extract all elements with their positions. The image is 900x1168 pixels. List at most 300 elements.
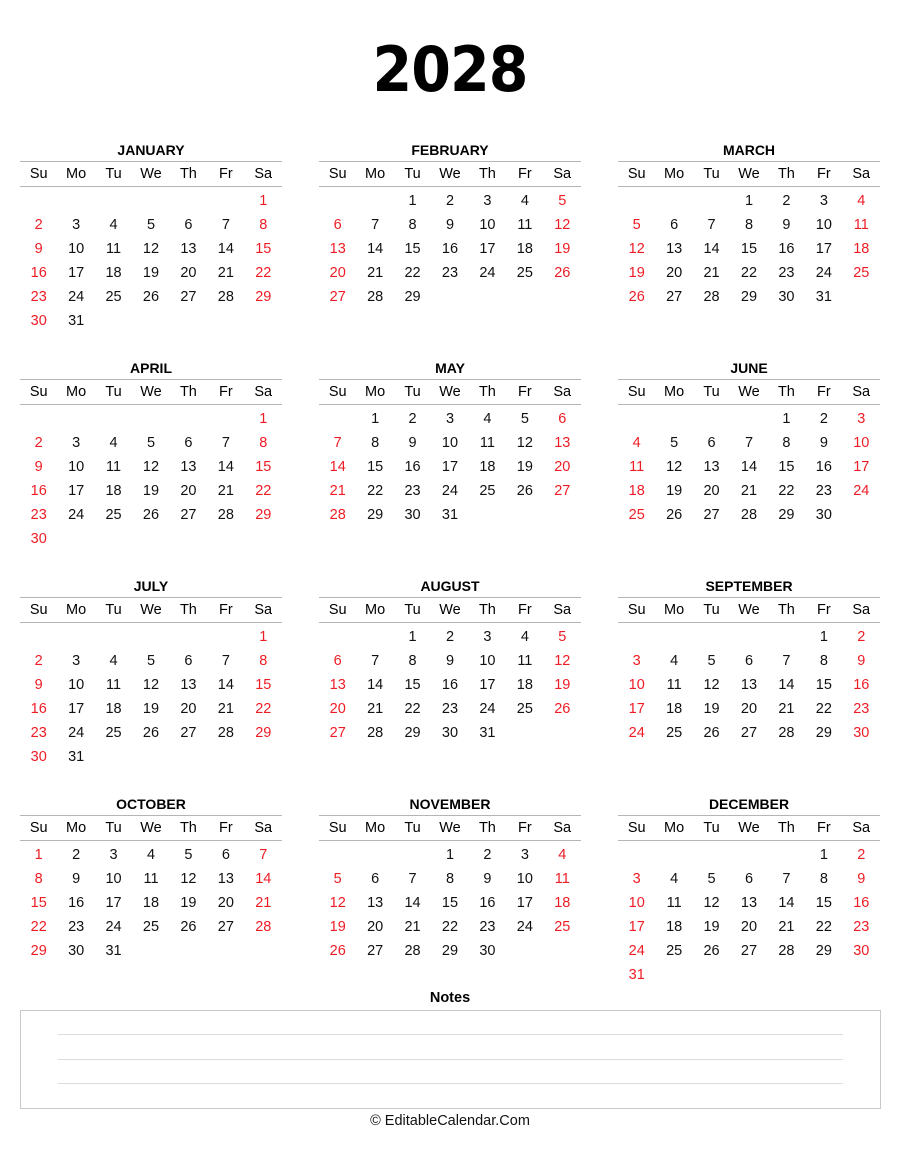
day-cell: 29: [255, 289, 272, 305]
divider: [618, 186, 880, 187]
day-cell: 10: [815, 217, 832, 233]
day-cell: 15: [815, 895, 832, 911]
day-cell: 23: [815, 483, 832, 499]
day-cell: 6: [184, 653, 193, 669]
day-cell: 19: [142, 265, 160, 281]
weekday-label: Tu: [703, 384, 720, 400]
month-name: JANUARY: [117, 142, 185, 158]
day-cell: 19: [703, 701, 720, 717]
day-cell: 5: [558, 629, 567, 645]
day-cell: 25: [105, 289, 122, 305]
empty-cell: [356, 189, 393, 213]
day-cell: 4: [558, 847, 567, 863]
day-cell: 10: [105, 871, 122, 887]
month-name: JULY: [133, 578, 169, 594]
empty-cell: [319, 407, 356, 431]
day-cell: 14: [217, 241, 234, 257]
empty-cell: [655, 625, 692, 649]
weekday-label: We: [738, 602, 760, 618]
weekday-label: Sa: [254, 602, 273, 618]
day-cell: 21: [329, 483, 346, 499]
day-cell: 1: [782, 411, 791, 427]
empty-cell: [693, 625, 730, 649]
day-cell: 23: [778, 265, 795, 281]
day-cell: 8: [34, 871, 43, 887]
day-cell: 9: [857, 653, 866, 669]
day-cell: 24: [815, 265, 832, 281]
day-cell: 20: [740, 919, 758, 935]
day-cell: 30: [404, 507, 421, 523]
month-name: JUNE: [730, 360, 768, 376]
divider: [20, 622, 282, 623]
day-cell: 21: [217, 265, 234, 281]
day-cell: 19: [554, 241, 571, 257]
day-cell: 19: [628, 265, 645, 281]
day-cell: 13: [554, 435, 571, 451]
weekday-label: Sa: [553, 384, 572, 400]
day-cell: 4: [632, 435, 641, 451]
day-cell: 16: [68, 895, 85, 911]
day-cell: 15: [404, 677, 421, 693]
day-cell: 4: [520, 193, 529, 209]
weekday-label: Tu: [404, 602, 421, 618]
day-cell: 24: [479, 265, 496, 281]
day-cell: 9: [819, 435, 828, 451]
day-cell: 23: [30, 289, 47, 305]
day-cell: 26: [142, 725, 160, 741]
day-cell: 7: [221, 217, 230, 233]
day-cell: 6: [371, 871, 380, 887]
weekday-header: [319, 816, 581, 840]
day-cell: 7: [744, 435, 754, 451]
day-cell: 14: [367, 677, 384, 693]
day-cell: 20: [180, 265, 197, 281]
weekday-header: [20, 380, 282, 404]
day-cell: 23: [479, 919, 496, 935]
day-cell: 13: [329, 677, 346, 693]
day-cell: 12: [666, 459, 683, 475]
day-cell: 30: [30, 749, 47, 765]
day-cell: 21: [778, 701, 795, 717]
day-cell: 19: [703, 919, 720, 935]
day-cell: 19: [180, 895, 197, 911]
day-cell: 26: [554, 265, 571, 281]
month-name: OCTOBER: [116, 796, 186, 812]
day-cell: 17: [105, 895, 122, 911]
month-name: APRIL: [130, 360, 172, 376]
weekday-label: Tu: [703, 820, 720, 836]
weekday-label: Th: [777, 602, 795, 618]
day-cell: 3: [72, 435, 81, 451]
day-cell: 28: [778, 943, 795, 959]
weekday-header: [618, 598, 880, 622]
day-cell: 11: [629, 459, 645, 475]
day-grid: [20, 625, 282, 769]
day-cell: 14: [217, 459, 234, 475]
day-cell: 5: [146, 653, 156, 669]
weekday-label: Sa: [852, 602, 871, 618]
day-cell: 19: [142, 483, 160, 499]
day-cell: 21: [740, 483, 758, 499]
day-cell: 28: [217, 725, 234, 741]
day-cell: 8: [259, 653, 268, 669]
divider: [319, 404, 581, 405]
empty-cell: [693, 189, 730, 213]
day-cell: 30: [68, 943, 85, 959]
empty-cell: [207, 407, 244, 431]
day-cell: 21: [367, 265, 384, 281]
day-cell: 27: [217, 919, 234, 935]
day-cell: 24: [441, 483, 459, 499]
weekday-label: Tu: [703, 166, 720, 182]
day-cell: 1: [408, 629, 417, 645]
weekday-label: Su: [29, 602, 48, 618]
weekday-label: Th: [179, 820, 197, 836]
day-cell: 18: [628, 483, 645, 499]
weekday-label: Fr: [517, 602, 532, 618]
weekday-label: Tu: [404, 820, 421, 836]
day-cell: 15: [367, 459, 384, 475]
weekday-label: We: [439, 384, 461, 400]
day-cell: 22: [815, 919, 832, 935]
day-cell: 6: [184, 435, 193, 451]
note-line: [58, 1034, 843, 1035]
day-cell: 12: [142, 677, 160, 693]
day-cell: 27: [329, 289, 346, 305]
weekday-label: Fr: [816, 820, 831, 836]
day-cell: 31: [68, 313, 85, 329]
day-cell: 20: [217, 895, 234, 911]
day-cell: 13: [740, 895, 758, 911]
day-cell: 2: [34, 217, 43, 233]
day-cell: 26: [142, 507, 160, 523]
empty-cell: [20, 625, 57, 649]
divider: [319, 186, 581, 187]
day-cell: 9: [483, 871, 492, 887]
weekday-label: Tu: [404, 166, 421, 182]
day-cell: 9: [72, 871, 81, 887]
day-cell: 13: [740, 677, 758, 693]
day-cell: 9: [857, 871, 866, 887]
day-cell: 23: [30, 507, 47, 523]
empty-cell: [693, 843, 730, 867]
day-cell: 5: [670, 435, 679, 451]
day-cell: 21: [703, 265, 720, 281]
day-cell: 11: [517, 653, 533, 669]
day-cell: 23: [853, 701, 870, 717]
notes-box[interactable]: [20, 1010, 881, 1109]
day-cell: 2: [445, 629, 455, 645]
day-cell: 14: [404, 895, 421, 911]
day-cell: 11: [106, 241, 122, 257]
day-cell: 22: [255, 701, 272, 717]
day-cell: 16: [30, 265, 47, 281]
day-cell: 3: [857, 411, 866, 427]
weekday-label: Fr: [816, 166, 831, 182]
day-cell: 28: [404, 943, 421, 959]
day-cell: 14: [778, 677, 795, 693]
day-cell: 13: [367, 895, 384, 911]
month-name: MAY: [435, 360, 465, 376]
day-cell: 31: [441, 507, 459, 523]
day-cell: 16: [853, 895, 870, 911]
weekday-label: Tu: [105, 384, 122, 400]
day-cell: 12: [703, 677, 720, 693]
day-cell: 31: [628, 967, 645, 983]
weekday-header: [20, 162, 282, 186]
day-cell: 11: [106, 459, 122, 475]
day-grid: [618, 189, 880, 309]
day-cell: 5: [707, 653, 716, 669]
month-november: [319, 796, 581, 963]
day-cell: 6: [670, 217, 679, 233]
day-cell: 30: [853, 725, 870, 741]
weekday-label: Mo: [66, 602, 87, 618]
weekday-label: Th: [777, 820, 795, 836]
day-cell: 7: [707, 217, 716, 233]
day-cell: 17: [628, 701, 645, 717]
day-cell: 30: [815, 507, 832, 523]
month-february: [319, 142, 581, 309]
weekday-header: [618, 162, 880, 186]
day-cell: 15: [441, 895, 459, 911]
day-cell: 10: [628, 895, 645, 911]
day-cell: 8: [259, 217, 268, 233]
empty-cell: [693, 407, 730, 431]
day-cell: 4: [670, 653, 679, 669]
day-grid: [618, 407, 880, 527]
empty-cell: [132, 189, 169, 213]
day-cell: 8: [259, 435, 268, 451]
weekday-label: Mo: [66, 820, 87, 836]
day-cell: 14: [329, 459, 346, 475]
day-cell: 10: [628, 677, 645, 693]
weekday-label: Sa: [254, 820, 273, 836]
day-cell: 15: [255, 241, 272, 257]
day-cell: 10: [68, 241, 85, 257]
weekday-header: [319, 380, 581, 404]
empty-cell: [95, 625, 132, 649]
day-cell: 17: [68, 265, 85, 281]
day-cell: 5: [520, 411, 529, 427]
empty-cell: [655, 189, 692, 213]
day-cell: 8: [819, 653, 828, 669]
day-cell: 6: [333, 217, 342, 233]
day-cell: 23: [68, 919, 85, 935]
empty-cell: [95, 189, 132, 213]
day-cell: 4: [109, 435, 118, 451]
day-cell: 18: [554, 895, 571, 911]
day-cell: 28: [217, 289, 234, 305]
day-cell: 9: [34, 677, 43, 693]
day-cell: 24: [628, 725, 645, 741]
day-cell: 6: [707, 435, 716, 451]
empty-cell: [319, 625, 356, 649]
weekday-label: We: [738, 166, 760, 182]
weekday-label: Fr: [517, 166, 532, 182]
month-name: AUGUST: [420, 578, 480, 594]
day-cell: 30: [441, 725, 459, 741]
day-cell: 26: [516, 483, 533, 499]
empty-cell: [730, 625, 767, 649]
weekday-label: Fr: [517, 820, 532, 836]
day-cell: 31: [815, 289, 832, 305]
day-cell: 5: [333, 871, 342, 887]
day-cell: 3: [483, 629, 492, 645]
day-cell: 9: [408, 435, 417, 451]
day-cell: 27: [180, 289, 197, 305]
day-cell: 25: [479, 483, 496, 499]
day-cell: 12: [142, 459, 160, 475]
day-cell: 2: [483, 847, 492, 863]
weekday-label: Su: [328, 384, 347, 400]
day-cell: 22: [441, 919, 459, 935]
divider: [618, 840, 880, 841]
day-cell: 8: [819, 871, 828, 887]
day-cell: 15: [255, 459, 272, 475]
day-cell: 24: [516, 919, 533, 935]
day-cell: 7: [333, 435, 342, 451]
weekday-label: Sa: [254, 166, 273, 182]
day-cell: 4: [857, 193, 866, 209]
day-cell: 12: [329, 895, 346, 911]
day-cell: 28: [367, 725, 384, 741]
day-cell: 25: [666, 725, 683, 741]
day-cell: 19: [142, 701, 160, 717]
day-cell: 23: [404, 483, 421, 499]
day-cell: 3: [819, 193, 828, 209]
weekday-label: We: [439, 820, 461, 836]
day-cell: 4: [483, 411, 492, 427]
day-cell: 17: [853, 459, 870, 475]
day-cell: 29: [404, 725, 421, 741]
note-line: [58, 1059, 843, 1060]
day-cell: 27: [180, 507, 197, 523]
day-cell: 6: [744, 871, 754, 887]
day-cell: 7: [221, 653, 230, 669]
day-cell: 31: [105, 943, 122, 959]
day-cell: 26: [554, 701, 571, 717]
day-cell: 29: [30, 943, 47, 959]
day-cell: 7: [259, 847, 268, 863]
day-cell: 13: [703, 459, 720, 475]
weekday-label: We: [140, 820, 162, 836]
day-cell: 25: [105, 507, 122, 523]
day-cell: 15: [740, 241, 758, 257]
weekday-label: Mo: [365, 602, 386, 618]
weekday-label: Th: [179, 602, 197, 618]
weekday-label: Fr: [816, 602, 831, 618]
month-name: MARCH: [722, 142, 776, 158]
empty-cell: [356, 625, 393, 649]
weekday-label: Tu: [703, 602, 720, 618]
day-cell: 1: [371, 411, 380, 427]
empty-cell: [768, 843, 805, 867]
day-cell: 4: [520, 629, 529, 645]
empty-cell: [618, 843, 655, 867]
day-cell: 17: [516, 895, 533, 911]
day-cell: 5: [558, 193, 567, 209]
weekday-label: Sa: [553, 166, 572, 182]
day-cell: 2: [857, 847, 866, 863]
day-cell: 14: [367, 241, 384, 257]
weekday-label: We: [439, 602, 461, 618]
day-cell: 20: [740, 701, 758, 717]
day-cell: 14: [255, 871, 272, 887]
day-cell: 30: [778, 289, 795, 305]
day-cell: 17: [479, 241, 496, 257]
day-cell: 4: [109, 653, 118, 669]
day-cell: 11: [143, 871, 159, 887]
day-cell: 20: [554, 459, 571, 475]
day-cell: 3: [445, 411, 455, 427]
day-cell: 18: [666, 919, 683, 935]
weekday-label: We: [140, 166, 162, 182]
empty-cell: [207, 189, 244, 213]
day-cell: 21: [217, 701, 234, 717]
weekday-label: Sa: [553, 602, 572, 618]
day-cell: 29: [815, 943, 832, 959]
day-cell: 24: [479, 701, 496, 717]
day-cell: 10: [479, 217, 496, 233]
day-cell: 16: [853, 677, 870, 693]
day-grid: [618, 843, 880, 987]
day-cell: 2: [72, 847, 81, 863]
empty-cell: [319, 843, 356, 867]
day-cell: 6: [558, 411, 567, 427]
day-cell: 7: [782, 871, 791, 887]
day-cell: 18: [516, 677, 533, 693]
weekday-label: Su: [627, 384, 646, 400]
weekday-header: [20, 816, 282, 840]
weekday-label: Mo: [66, 384, 87, 400]
weekday-label: Th: [179, 166, 197, 182]
day-cell: 16: [815, 459, 832, 475]
day-cell: 5: [707, 871, 716, 887]
day-cell: 7: [408, 871, 417, 887]
day-cell: 16: [778, 241, 795, 257]
day-cell: 27: [666, 289, 683, 305]
day-cell: 12: [703, 895, 720, 911]
day-cell: 14: [217, 677, 234, 693]
day-cell: 12: [516, 435, 533, 451]
day-cell: 15: [255, 677, 272, 693]
empty-cell: [730, 407, 767, 431]
day-cell: 22: [30, 919, 47, 935]
empty-cell: [132, 625, 169, 649]
day-cell: 16: [441, 241, 459, 257]
day-cell: 28: [778, 725, 795, 741]
day-cell: 29: [815, 725, 832, 741]
day-cell: 15: [404, 241, 421, 257]
weekday-label: Tu: [404, 384, 421, 400]
day-cell: 2: [857, 629, 866, 645]
day-cell: 22: [404, 265, 421, 281]
empty-cell: [170, 189, 207, 213]
empty-cell: [170, 407, 207, 431]
empty-cell: [356, 843, 393, 867]
weekday-header: [20, 598, 282, 622]
day-cell: 21: [217, 483, 234, 499]
day-cell: 11: [666, 677, 682, 693]
day-cell: 28: [740, 507, 758, 523]
day-cell: 20: [367, 919, 384, 935]
day-cell: 26: [628, 289, 645, 305]
day-cell: 13: [180, 677, 197, 693]
divider: [20, 186, 282, 187]
divider: [20, 404, 282, 405]
weekday-header: [618, 380, 880, 404]
